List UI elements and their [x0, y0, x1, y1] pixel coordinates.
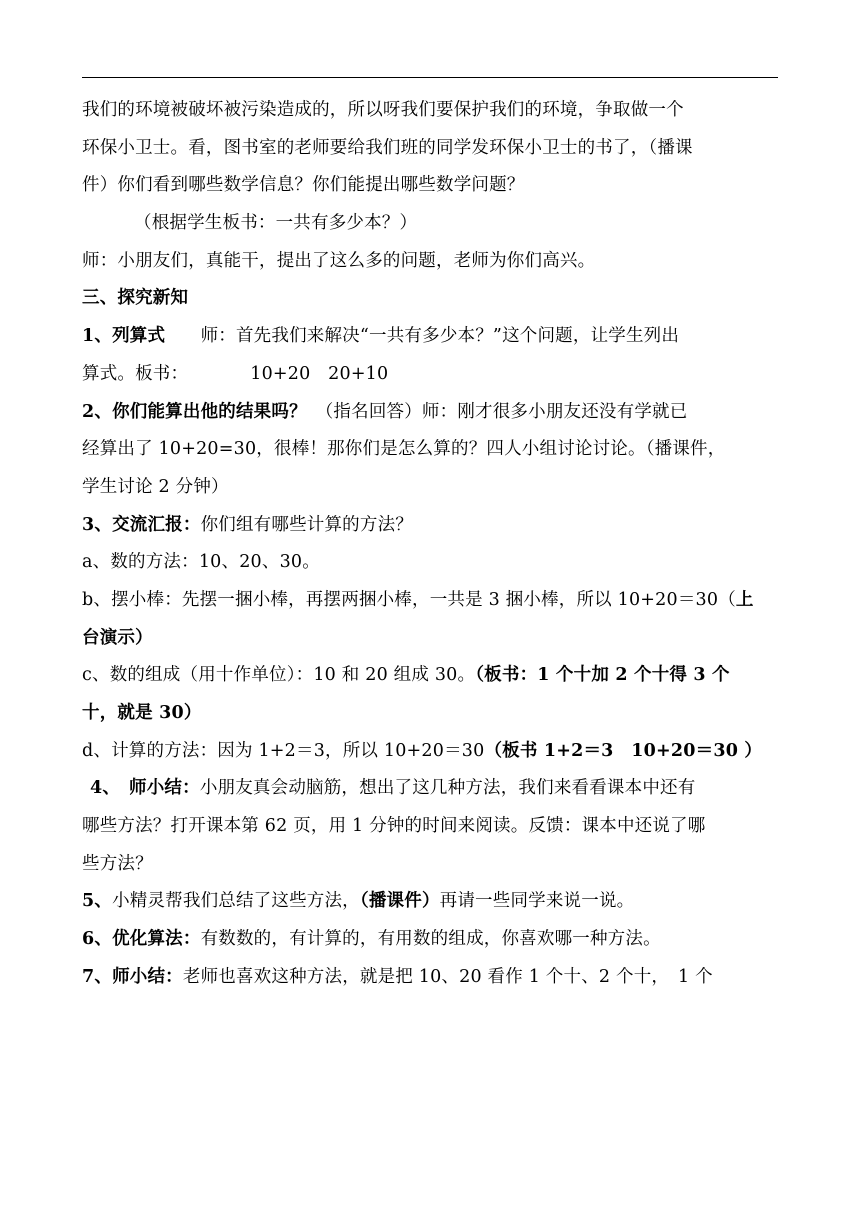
paragraph-line: 经算出了 10+20=30，很棒！那你们是怎么算的？四人小组讨论讨论。（播课件， [82, 439, 726, 460]
step-heading: 2、你们能算出他的结果吗？ [82, 401, 307, 422]
step-text: c、数的组成（用十作单位）：10 和 20 组成 30。 [82, 665, 476, 686]
paragraph-line [82, 770, 782, 808]
step-heading: 4、 师小结： [90, 778, 200, 799]
step-text: 再请一些同学来说一说。 [439, 891, 635, 912]
step-text: 师：首先我们来解决“一共有多少本？”这个问题，让学生列出 [165, 326, 680, 347]
step-heading: 6、优化算法： [82, 929, 201, 950]
step-text: 小精灵帮我们总结了这些方法， [112, 891, 360, 912]
paragraph-line: （根据学生板书：一共有多少本？） [134, 213, 418, 234]
paragraph-line: 台演示） [82, 627, 153, 648]
paragraph-line [82, 507, 782, 545]
paragraph-line [82, 657, 782, 695]
paragraph-line: 我们的环境被破坏被污染造成的，所以呀我们要保护我们的环境，争取做一个 [82, 100, 684, 120]
document-body [82, 92, 782, 997]
section-heading: 三、探究新知 [82, 288, 189, 309]
step-text: 小朋友真会动脑筋，想出了这几种方法，我们来看看课本中还有 [199, 778, 696, 799]
step-text: （指名回答）师：刚才很多小朋友还没有学就已 [306, 401, 688, 422]
paragraph-line: 件）你们看到哪些数学信息？你们能提出哪些数学问题？ [82, 175, 525, 196]
paragraph-line: 些方法？ [82, 853, 153, 874]
paragraph-line [82, 921, 782, 959]
step-heading: 1、列算式 [82, 326, 166, 347]
paragraph-line [82, 883, 782, 921]
paragraph-line: 十，就是 30） [82, 703, 202, 723]
header-rule [82, 77, 778, 78]
step-heading: 7、师小结： [82, 966, 183, 987]
paragraph-line: 师：小朋友们，真能干，提出了这么多的问题，老师为你们高兴。 [82, 250, 596, 271]
paragraph-line [82, 394, 782, 432]
step-heading: 3、交流汇报： [82, 514, 201, 535]
paragraph-line: 学生讨论 2 分钟） [82, 476, 229, 497]
paragraph-line [82, 582, 782, 620]
paragraph-line [82, 959, 782, 997]
paragraph-line: a、数的方法：10、20、30。 [82, 552, 320, 573]
paragraph-line: 环保小卫士。看，图书室的老师要给我们班的同学发环保小卫士的书了，（播课 [82, 137, 693, 158]
bold-text: 上 [735, 589, 754, 610]
board-note: （板书：1 个十加 2 个十得 3 个 [475, 665, 730, 686]
step-heading: 5、 [82, 891, 113, 912]
step-text: 老师也喜欢这种方法，就是把 10、20 看作 1 个十、2 个十， 1 个 [182, 966, 713, 987]
paragraph-line [82, 733, 782, 771]
paragraph-line: 哪些方法？打开课本第 62 页，用 1 分钟的时间来阅读。反馈：课本中还说了哪 [82, 816, 706, 837]
step-text: b、摆小棒：先摆一捆小棒，再摆两捆小棒，一共是 3 捆小棒，所以 10+20＝30（ [82, 589, 736, 610]
board-note: （播课件） [359, 891, 440, 912]
step-text: 你们组有哪些计算的方法？ [200, 514, 413, 535]
step-text: d、计算的方法：因为 1+2＝3，所以 10+20＝30 [82, 740, 485, 761]
paragraph-line [82, 318, 782, 356]
step-text: 有数数的，有计算的，有用数的组成，你喜欢哪一种方法。 [200, 929, 661, 950]
board-note: （板书 1+2＝3 10+20＝30 ） [484, 740, 763, 761]
paragraph-line: 算式。板书： 10+20 20+10 [82, 363, 389, 384]
